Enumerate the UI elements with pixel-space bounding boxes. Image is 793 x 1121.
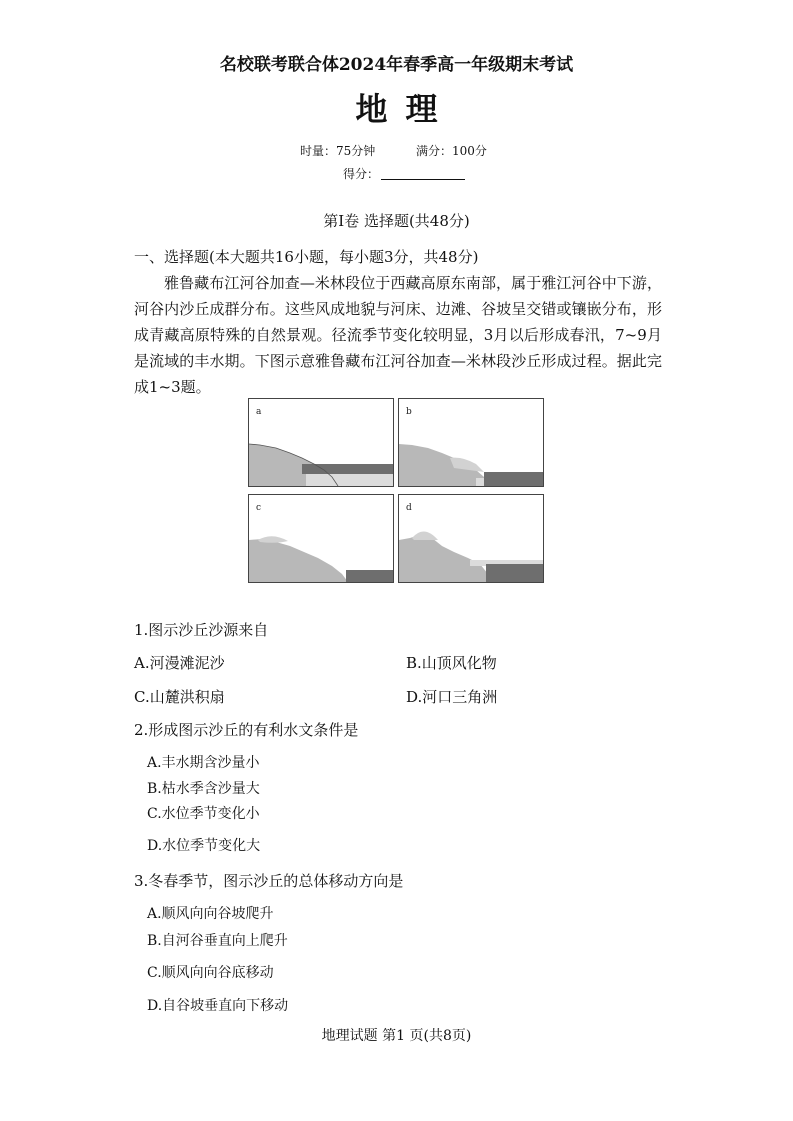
- question-2-option-a: A.丰水期含沙量小: [147, 755, 260, 771]
- question-3-option-a: A.顺风向向谷坡爬升: [147, 906, 274, 922]
- time-limit: 时量：75分钟: [300, 144, 376, 158]
- question-3-option-b: B.自河谷垂直向上爬升: [147, 933, 288, 949]
- question-2-option-b: B.枯水季含沙量大: [147, 781, 260, 797]
- river-water: [346, 570, 393, 582]
- river-water: [486, 564, 543, 582]
- panel-label: d: [406, 503, 412, 513]
- river-water: [302, 464, 393, 474]
- score-blank-line: [381, 179, 465, 180]
- question-1-stem: 1.图示沙丘沙源来自: [134, 621, 269, 639]
- question-3-stem: 3.冬春季节，图示沙丘的总体移动方向是: [134, 872, 404, 890]
- riverbed: [476, 478, 484, 486]
- question-2-option-d: D.水位季节变化大: [147, 838, 261, 854]
- figure-panel-c: [249, 495, 394, 583]
- score-label: 得分：: [343, 167, 380, 181]
- question-2-stem: 2.形成图示沙丘的有利水文条件是: [134, 721, 359, 739]
- full-marks: 满分：100分: [416, 144, 487, 158]
- section-instruction: 一、选择题(本大题共16小题，每小题3分，共48分): [134, 248, 479, 266]
- question-1-option-a: A.河漫滩泥沙: [134, 654, 225, 672]
- figure-panel-d: [399, 495, 544, 583]
- question-1-option-b: B.山顶风化物: [406, 654, 497, 672]
- figure-panel-a: [249, 399, 394, 487]
- figure-panel-b: [399, 399, 544, 487]
- panel-label: a: [256, 407, 262, 417]
- section-title: 第Ⅰ卷 选择题(共48分): [323, 212, 470, 230]
- dune-formation-figure: [248, 398, 546, 584]
- question-3-option-d: D.自谷坡垂直向下移动: [147, 998, 289, 1014]
- panel-label: c: [256, 503, 262, 513]
- panel-label: b: [406, 407, 412, 417]
- reading-passage: 雅鲁藏布江河谷加查—米林段位于西藏高原东南部，属于雅江河谷中下游，河谷内沙丘成群分布。这些风成地貌与河床、边滩、谷坡呈交错或镶嵌分布，形成青藏高原特殊的自然景观。径流季节变化较明显，3月以后形成春汛，7~9月是流域的丰水期。下图示意雅鲁藏布江河谷加查—米林段沙丘形成过程。据此完成1~3题。: [134, 274, 662, 396]
- question-2-option-c: C.水位季节变化小: [147, 806, 260, 822]
- question-1-option-c: C.山麓洪积扇: [134, 688, 225, 706]
- subject-title: 地理: [355, 90, 456, 128]
- river-water: [484, 472, 543, 486]
- page-footer: 地理试题 第1 页(共8页): [321, 1028, 472, 1044]
- score-field: [343, 165, 465, 182]
- question-3-option-c: C.顺风向向谷底移动: [147, 965, 274, 981]
- question-1-option-d: D.河口三角洲: [406, 688, 498, 706]
- exam-title: 名校联考联合体2024年春季高一年级期末考试: [219, 55, 574, 75]
